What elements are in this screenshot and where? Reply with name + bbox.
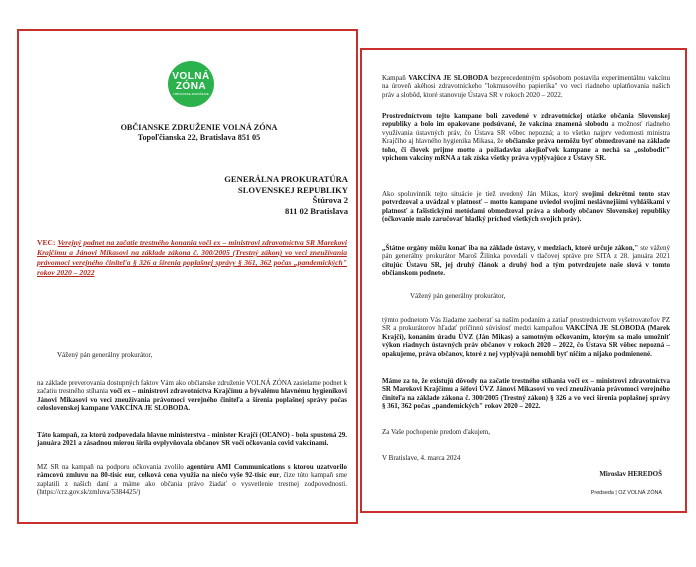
salutation: Vážený pán generálny prokurátor, — [57, 351, 153, 359]
letter-page-2 — [360, 48, 687, 513]
p2p1-text: Kampaň — [382, 74, 409, 82]
p2-paragraph-4 — [382, 244, 670, 278]
subject-text: Verejný podnet na začatie trestného konania voči ex – ministrovi zdravotníctva SR Marekovi Krajčímu a Jánovi Mikasovi na základe zákona č. 300/2005 (Trestný zákon) vo veci zneužívania právomoci verejného činiteľa § 326 a šírenia poplašnej správy § 361, 362 počas „pandemických" rokov 2020 – 2022 — [37, 238, 347, 277]
para3-post: , čize túto kampaň sme zaplatili z našich daní a máme ako občania právo žiadať o vysvetlenie trestnej zodpovednosti. (https://crz.gov.sk/zmluva/5384425/) — [37, 471, 347, 497]
sender-name: OBČIANSKE ZDRUŽENIE VOLNÁ ZÓNA — [120, 123, 278, 132]
recipient-line: GENERÁLNA PROKURATÚRA — [224, 174, 348, 184]
p2p2-bold-1: Prostredníctvom tejto kampane boli zavedené v zdravotníckej otázke občania Slovenskej republiky a bolo im opakovane podsúvané, že vakcína znamená slobodu — [382, 112, 670, 129]
sender-address: Topoľčianska 22, Bratislava 851 05 — [137, 133, 261, 142]
para1-text: na základe preverovania dostupných faktov Vám ako občianske združenie VOLNÁ ZÓNA zasielame podnet k začatiu trestného stíhania — [37, 379, 347, 396]
letter-page-1 — [17, 29, 358, 524]
volna-zona-logo — [168, 61, 214, 107]
p2-paragraph-6: Máme za to, že existujú dôvody na začatie trestného stíhania voči ex – ministrovi zdravotníctva SR Marekovi Krajčímu a šéfovi ÚVZ Jánovi Mikasovi vo veci zneužívania právomoci verejného činiteľa na základe zákona č. 300/2005 (Trestný zákon) § 326 a vo veci šírenia poplašnej správy § 361, 362 počas „pandemických" rokov 2020 – 2022. — [382, 377, 670, 411]
recipient-line: 811 02 Bratislava — [284, 205, 348, 216]
para1-bold: voči ex – ministrovi zdravotníctva Krajčímu a bývalému hlavnému hygienikovi Jánovi Mikasovi vo veci zneužívania právomoci verejného činiteľa a šírenia poplašnej správy počas celoslovenskej kampane VAKCÍNA JE SLOBODA. — [37, 387, 348, 413]
logo-line-2: ZÓNA — [175, 81, 207, 92]
date-line: V Bratislave, 4. marca 2024 — [382, 454, 461, 462]
p2-paragraph-3 — [382, 190, 670, 224]
para3-text: MZ SR na kampaň na podporu očkovania zvolilo — [37, 463, 187, 471]
p2p2-bold-2: občianske práva nemôžu byť obmedzované na základe toho, či človek prijme motto a požiadavku akejkoľvek kampane a nechá sa „oslobodiť" vpichom vakcíny mRNA a tak získa všetky práva vyplývajúce z Ústavy SR. — [382, 137, 671, 163]
p2-paragraph-5 — [382, 316, 670, 358]
p2p4-bold-2: citujúc Ústavu SR, jej druhý článok a druhý bod a tým potvrdzujete naše slová v tomto občianskom podnete. — [382, 260, 670, 278]
p2p1-post: bezprecedentným spôsobom postavila experimentálnu vakcínu na úroveň akéhosi zdravotníckeho "lokmusového papierika" vo veci riadneho uplatňovania našich práv a slobôd, ktoré stanovuje Ústava SR v rokoch 2020 – 2022. — [382, 74, 670, 99]
subject-label: VEC: — [37, 238, 56, 247]
paragraph-2: Táto kampaň, za ktorú zodpovedala hlavne ministerstva - minister Krajčí (OĽANO) - bola spustená 29. januára 2021 a zásadnou mierou šírila ovplyvňovala občanov SR voči očkovania covid vakcínami. — [37, 431, 347, 448]
signer-name: Miroslav HEREDOŠ — [599, 470, 662, 478]
signer-title: Predseda | OZ VOLNÁ ZÓNA — [590, 490, 662, 496]
recipient-line: SLOVENSKEJ REPUBLIKY — [237, 184, 348, 195]
recipient-block — [169, 174, 348, 216]
p2p5-text: týmto podnetom Vás žiadame zaoberať sa naším podaním a zatiaľ prostredníctvom vyšetrovateľov PZ SR a prokurátorov hľadať príčinnú súvislosť medzi kampaňou — [382, 316, 670, 333]
p2p4-text: ste vážený pán generálny prokurátor Maroš Žilinka povedali v tlačovej správe pre SITA z 28. januára 2021 — [382, 244, 670, 261]
p2p5-bold: VAKCÍNA JE SLOBODA (Marek Krajčí), konaním úradu ÚVZ (Ján Mikas) a samotným očkovaním, ktorým sa malo umožniť výkon riadnych ústavných práv občanov v rokoch 2020 – 2022, čo Ústava SR vôbec nepozná – opakujeme, práva občanov, ktoré z nej vyplývajú nemohli byť ničím a nijako podmienené. — [382, 324, 670, 358]
p2p3-bold: svojimi dekrétmi tento stav potvrdzoval a uvádzal v platnosť – motto kampane uviedol svojimi neslávnejšími vyhláškami v platnosť a fašistickými metódami obmedzoval práva a slobody občanov Slovenskej republiky (očkovanie malo zaručovať hladký príchod všetkých svojich práv). — [382, 190, 670, 224]
recipient-line: Štúrova 2 — [312, 195, 348, 205]
paragraph-1 — [37, 379, 347, 413]
p2p4-bold-1: „Štátne orgány môžu konať iba na základe ústavy, v medziach, ktoré určuje zákon," — [382, 244, 639, 252]
p2-paragraph-2 — [382, 112, 670, 162]
p2p1-bold: VAKCÍNA JE SLOBODA — [408, 74, 489, 82]
p2p2-text: a možnosť riadneho využívania ústavných práv, čo Ústava SR vôbec nepozná; a to všetko najprv vedomosti ministra Krajčího aj hlavného hygienika Mikasa, že — [382, 120, 670, 146]
logo-tagline: OBČIANSKE ZDRUŽENIE — [173, 92, 209, 96]
logo-line-1: VOLNÁ — [172, 71, 210, 82]
subject-line — [37, 238, 347, 278]
closing: Za Vaše pochopenie predom ďakujem, — [382, 428, 491, 436]
paragraph-3 — [37, 463, 347, 497]
para3-bold: agentúru AMI Communications s ktorou uzatvorilo rámcovú zmluvu na 80-tisíc eur, celková cena využia na niečo vyše 92-tisíc eur — [37, 463, 347, 480]
p2-salutation: Vážený pán generálny prokurátor, — [410, 292, 506, 300]
p2p3-text: Ako spoluvinník tejto situácie je tiež uvedený Ján Mikas, ktorý — [382, 190, 583, 198]
p2-paragraph-1 — [382, 74, 670, 99]
